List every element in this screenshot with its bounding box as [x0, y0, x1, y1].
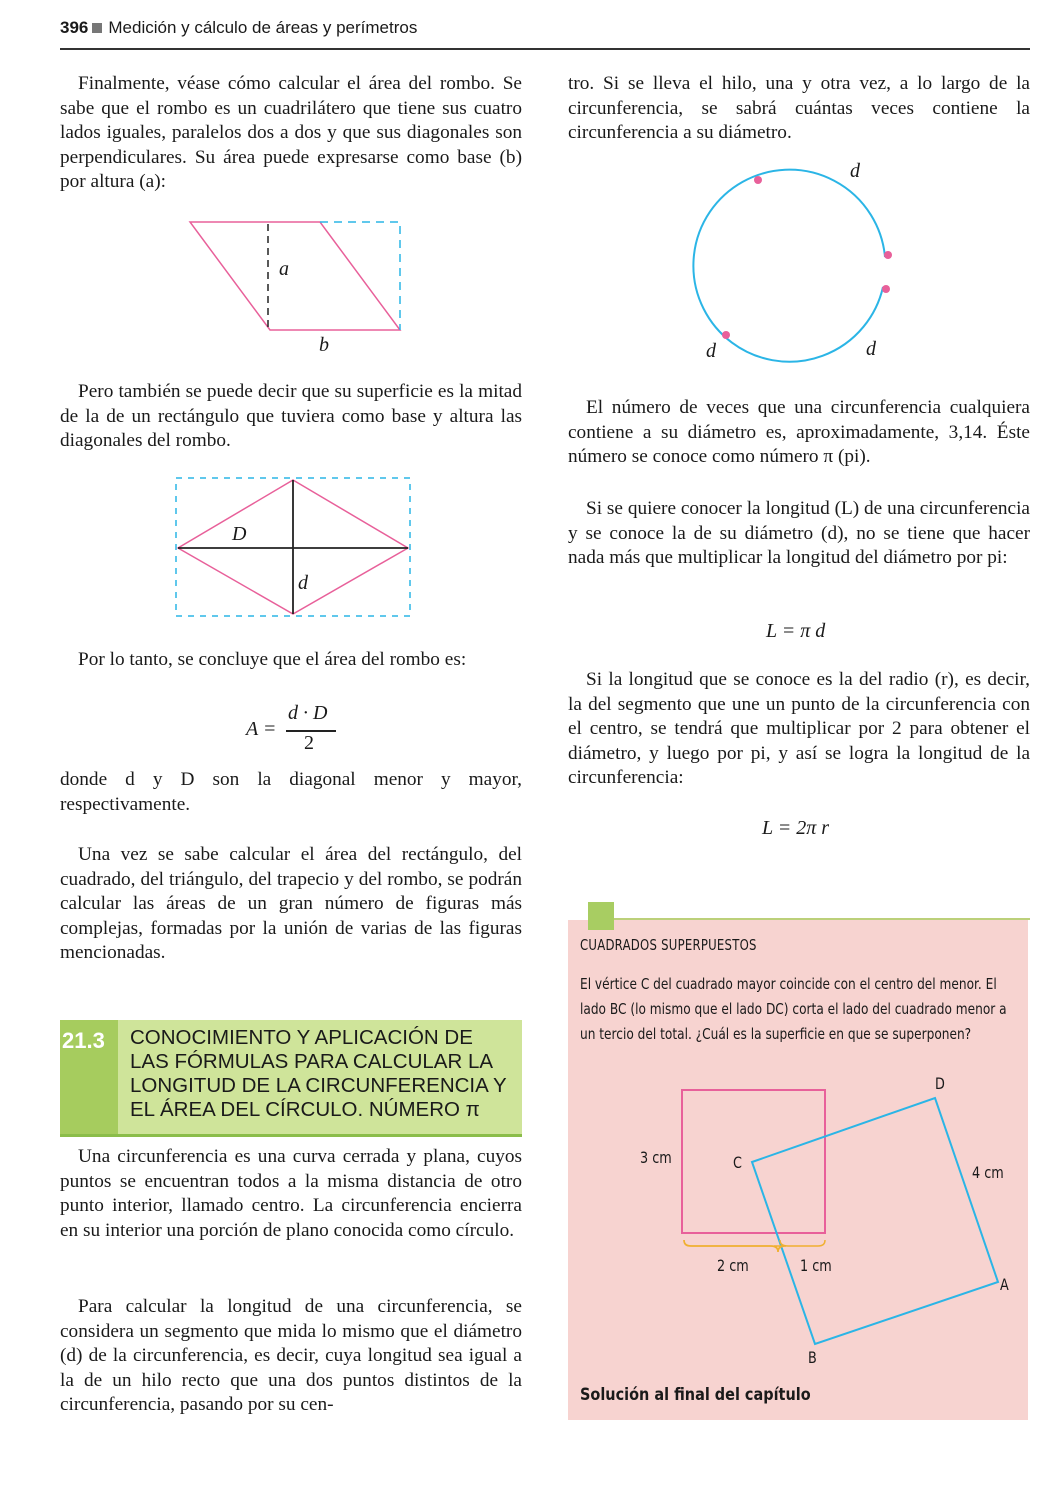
solution-note: Solución al final del capítulo	[580, 1385, 811, 1405]
rhombus-figure	[170, 472, 420, 622]
section-title: CONOCIMIENTO Y APLICACIÓN DE LAS FÓRMULAS PARA CALCULAR LA LONGITUD DE LA CIRCUNFERENCIA Y EL ÁREA DEL CÍRCULO. NÚMERO π	[130, 1026, 507, 1121]
vertex-b-label: B	[808, 1348, 817, 1367]
section-number: 21.3	[60, 1020, 118, 1134]
page-header	[60, 18, 1030, 50]
page-number: 396	[60, 18, 89, 37]
circle-label-top: d	[850, 160, 860, 182]
radius-formula: L = 2π r	[762, 817, 830, 839]
squares-figure	[660, 1080, 1010, 1360]
formula-numerator: d · D	[288, 702, 328, 724]
length-formula: L = π d	[766, 620, 826, 642]
box-title: CUADRADOS SUPERPUESTOS	[580, 936, 757, 954]
paragraph-thread: tro. Si se lleva el hilo, una y otra vez, a lo largo de la circunferencia, se sabrá cuántas veces contiene la circunferencia a su diámetro.	[568, 73, 1030, 143]
square-bullet-icon	[92, 23, 102, 33]
vertex-a-label: A	[1000, 1275, 1009, 1294]
paragraph-radius: Si la longitud que se conoce es la del radio (r), es decir, la del segmento que une un punto de la circunferencia con el centro, se tendrá que multiplicar por 2 para obtener el diámetro, y luego por pi, y así se logra la longitud de la circunferencia:	[568, 669, 1030, 788]
small-side-label: 3 cm	[640, 1148, 672, 1167]
formula-denominator: 2	[304, 732, 314, 754]
box-top-rule	[588, 918, 1030, 920]
big-side-label: 4 cm	[972, 1163, 1004, 1182]
box-problem-text: El vértice C del cuadrado mayor coincide con el centro del menor. El lado BC (lo mismo que el lado DC) corta el lado del cuadrado menor a un tercio del total. ¿Cuál es la superficie en que se superponen?	[580, 975, 1007, 1043]
vertex-c-label: C	[733, 1153, 742, 1172]
vertex-d-label: D	[935, 1074, 945, 1093]
paragraph-rhombus-half: Pero también se puede decir que su superficie es la mitad de la de un rectángulo que tuviera como base y altura las diagonales del rombo.	[60, 381, 522, 451]
paragraph-length-formula: Si se quiere conocer la longitud (L) de una circunferencia y se conoce la de su diámetro (d), no se tiene que hacer nada más que multiplicar la longitud del diámetro por pi:	[568, 498, 1030, 568]
paragraph-rhombus-intro: Finalmente, véase cómo calcular el área del rombo. Se sabe que el rombo es un cuadrilátero que tiene sus cuatro lados iguales, paralelos dos a dos y que sus diagonales son perpendiculares. Su área puede expresarse como base (b) por altura (a):	[60, 73, 522, 192]
paragraph-circumference-length: Para calcular la longitud de una circunferencia, se considera un segmento que mida lo mismo que el diámetro (d) de la circunferencia, es decir, cuya longitud sea igual a la de un hilo recto que una dos puntos distintos de la circunferencia, pasando por su cen-	[60, 1296, 522, 1415]
section-heading	[60, 1020, 522, 1137]
formula-lhs: A =	[246, 718, 277, 740]
circle-label-bottom-right: d	[866, 338, 876, 360]
chapter-title: Medición y cálculo de áreas y perímetros	[108, 18, 418, 37]
parallelogram-figure	[180, 212, 420, 362]
paragraph-conclusion: Por lo tanto, se concluye que el área del rombo es:	[78, 649, 467, 670]
major-diagonal-label: D	[232, 523, 247, 545]
paragraph-complex-figures: Una vez se sabe calcular el área del rectángulo, del cuadrado, del triángulo, del trapecio y del rombo, se podrán calcular las áreas de un gran número de figuras más complejas, formadas por la unión de varias de las figuras mencionadas.	[60, 844, 522, 963]
height-label: a	[279, 258, 289, 280]
segment-2cm-label: 2 cm	[717, 1256, 749, 1275]
paragraph-pi: El número de veces que una circunferencia cualquiera contiene a su diámetro es, aproximadamente, 3,14. Éste número se conoce como número π (pi).	[568, 397, 1030, 467]
paragraph-circumference-def: Una circunferencia es una curva cerrada y plana, cuyos puntos se encuentran todos a la misma distancia de otro punto interior, llamado centro. La circunferencia encierra en su interior una porción de plano conocida como círculo.	[60, 1146, 522, 1241]
paragraph-where: donde d y D son la diagonal menor y mayor, respectivamente.	[60, 769, 522, 815]
circle-label-bottom-left: d	[706, 340, 716, 362]
base-label: b	[319, 334, 329, 356]
minor-diagonal-label: d	[298, 572, 308, 594]
segment-1cm-label: 1 cm	[800, 1256, 832, 1275]
box-tab-marker	[588, 902, 614, 930]
